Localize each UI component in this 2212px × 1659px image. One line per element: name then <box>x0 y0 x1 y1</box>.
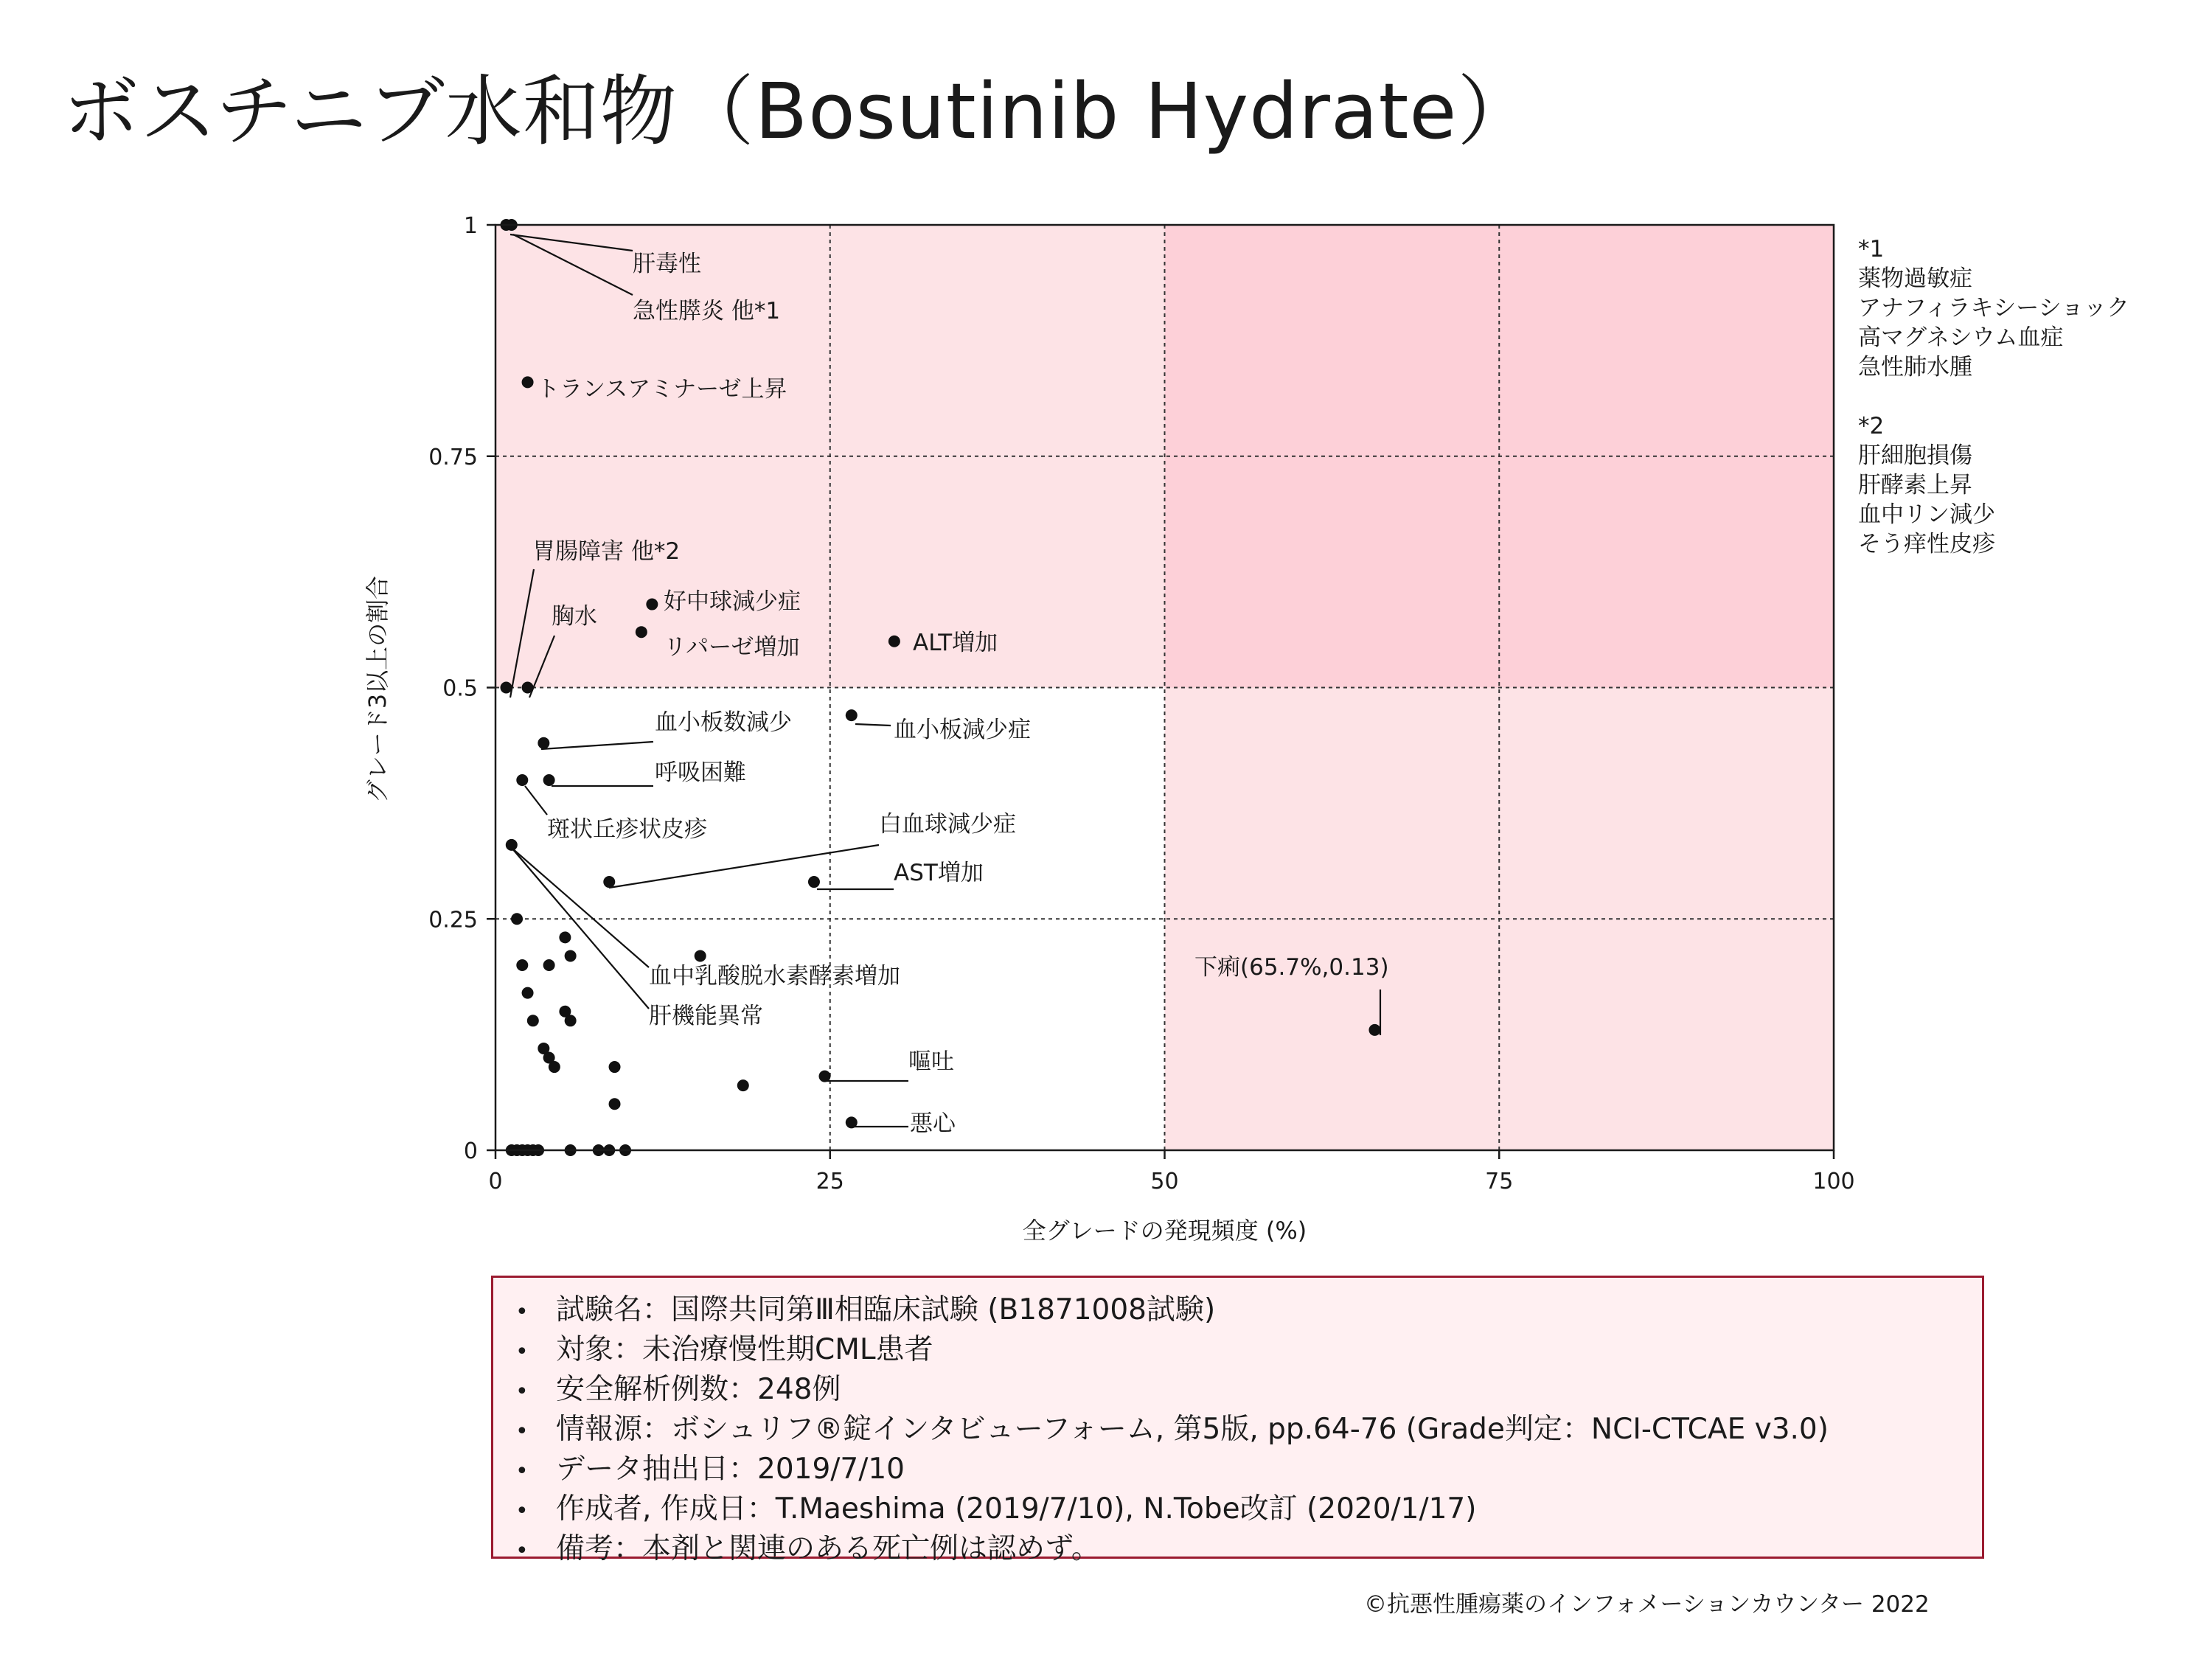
data-point <box>559 931 571 943</box>
y-tick-label: 0.75 <box>428 444 478 470</box>
info-item <box>515 1331 1967 1371</box>
data-point <box>538 737 549 749</box>
leader-line <box>512 848 649 967</box>
data-point <box>516 774 528 786</box>
info-text: データ抽出日：2019/7/10 <box>556 1453 905 1486</box>
info-item <box>515 1450 1967 1490</box>
data-point <box>506 839 518 851</box>
data-point <box>636 626 647 638</box>
data-point <box>522 376 534 388</box>
note-block-1 <box>1858 234 2129 382</box>
leader-line <box>609 845 879 888</box>
x-tick-label: 50 <box>1150 1169 1179 1194</box>
bullet-icon: • <box>515 1458 529 1484</box>
leader-line <box>855 724 891 726</box>
data-point <box>695 950 706 961</box>
data-point <box>522 987 534 999</box>
bullet-icon: • <box>515 1419 529 1444</box>
page-title: ボスチニブ水和物（Bosutinib Hydrate） <box>63 66 1535 156</box>
note-1-line: 薬物過敏症 <box>1858 265 1972 292</box>
point-annotation: 好中球減少症 <box>664 588 801 615</box>
note-1-marker: *1 <box>1858 236 1885 262</box>
info-text: 情報源：ボシュリフ®錠インタビューフォーム, 第5版, pp.64-76 (Grade判定：NCI-CTCAE v3.0) <box>556 1413 1829 1446</box>
data-point <box>565 1015 577 1026</box>
leader-line <box>525 786 547 815</box>
data-point <box>846 709 858 721</box>
note-2-line: そう痒性皮疹 <box>1858 531 1995 557</box>
info-item <box>515 1530 1967 1570</box>
data-point <box>565 950 577 961</box>
point-annotation: 血中乳酸脱水素酵素増加 <box>649 963 900 990</box>
data-point <box>818 1071 830 1082</box>
copyright-text: ©抗悪性腫瘍薬のインフォメーションカウンター 2022 <box>1364 1591 1930 1618</box>
note-2-line: 肝細胞損傷 <box>1858 442 1972 469</box>
bullet-icon: • <box>515 1538 529 1564</box>
data-point <box>603 876 615 888</box>
point-annotation: 急性膵炎 他*1 <box>633 298 781 324</box>
data-point <box>846 1116 858 1128</box>
note-2-line: 肝酵素上昇 <box>1858 472 1972 498</box>
data-point <box>609 1061 621 1073</box>
data-point <box>737 1079 749 1091</box>
data-point <box>527 1015 539 1026</box>
info-item <box>515 1371 1967 1411</box>
bullet-icon: • <box>515 1498 529 1524</box>
point-annotation: 白血球減少症 <box>879 811 1016 838</box>
note-2-line: 血中リン減少 <box>1858 501 1995 528</box>
point-annotation: 胸水 <box>552 603 597 630</box>
data-point <box>543 959 555 971</box>
point-annotation: 悪心 <box>910 1110 956 1137</box>
note-1-line: 急性肺水腫 <box>1858 354 1972 380</box>
info-text: 安全解析例数：248例 <box>556 1373 841 1406</box>
point-annotation: 嘔吐 <box>908 1048 954 1075</box>
point-annotation: 肝機能異常 <box>649 1003 763 1029</box>
y-tick-label: 1 <box>463 213 478 239</box>
data-point <box>888 636 900 647</box>
data-point <box>1368 1024 1380 1036</box>
info-text: 対象：未治療慢性期CML患者 <box>556 1333 933 1366</box>
note-1-line: アナフィラキシーショック <box>1858 295 2129 321</box>
point-annotation: トランスアミナーゼ上昇 <box>537 376 787 403</box>
data-point <box>609 1098 621 1110</box>
data-point <box>646 599 658 611</box>
note-1-line: 高マグネシウム血症 <box>1858 324 2064 351</box>
data-point <box>501 682 512 694</box>
data-point <box>543 774 555 786</box>
note-block-2 <box>1858 411 2129 559</box>
bullet-icon: • <box>515 1339 529 1365</box>
bullet-icon: • <box>515 1299 529 1325</box>
point-annotation: 斑状丘疹状皮疹 <box>547 816 707 843</box>
point-annotation: リパーゼ増加 <box>664 634 800 661</box>
y-tick-label: 0.5 <box>442 675 478 702</box>
footnotes <box>1858 234 2129 588</box>
point-annotation: 胃腸障害 他*2 <box>532 538 681 565</box>
x-tick-label: 75 <box>1485 1169 1514 1194</box>
leader-line <box>541 742 653 749</box>
point-annotation: AST増加 <box>894 860 984 886</box>
info-item <box>515 1291 1967 1331</box>
point-annotation: 下痢(65.7%,0.13) <box>1194 954 1389 981</box>
info-text: 備考：本剤と関連のある死亡例は認めず。 <box>556 1532 1100 1565</box>
info-text: 試験名：国際共同第Ⅲ相臨床試験 (B1871008試験) <box>556 1293 1216 1326</box>
y-axis-label: グレード3以上の割合 <box>364 575 392 804</box>
info-text: 作成者, 作成日：T.Maeshima (2019/7/10), N.Tobe改訂 (2020/1/17) <box>556 1492 1477 1526</box>
point-annotation: 血小板減少症 <box>894 717 1031 743</box>
note-2-marker: *2 <box>1858 413 1885 439</box>
x-tick-label: 25 <box>815 1169 844 1194</box>
x-axis-label: 全グレードの発現頻度 (%) <box>1022 1217 1307 1245</box>
info-item <box>515 1490 1967 1530</box>
x-tick-label: 0 <box>488 1169 503 1194</box>
data-point <box>808 876 820 888</box>
x-tick-label: 100 <box>1812 1169 1855 1194</box>
study-info-box <box>491 1276 1984 1565</box>
data-point <box>549 1061 560 1073</box>
info-item <box>515 1411 1967 1450</box>
data-point <box>511 913 523 925</box>
y-tick-label: 0 <box>463 1138 478 1164</box>
point-annotation: ALT増加 <box>913 630 998 656</box>
bullet-icon: • <box>515 1379 529 1405</box>
y-tick-label: 0.25 <box>428 907 478 933</box>
point-annotation: 肝毒性 <box>633 251 701 277</box>
point-annotation: 血小板数減少 <box>655 709 792 736</box>
data-point <box>516 959 528 971</box>
leader-line <box>512 848 649 1009</box>
point-annotation: 呼吸困難 <box>655 759 746 786</box>
data-point <box>522 682 534 694</box>
